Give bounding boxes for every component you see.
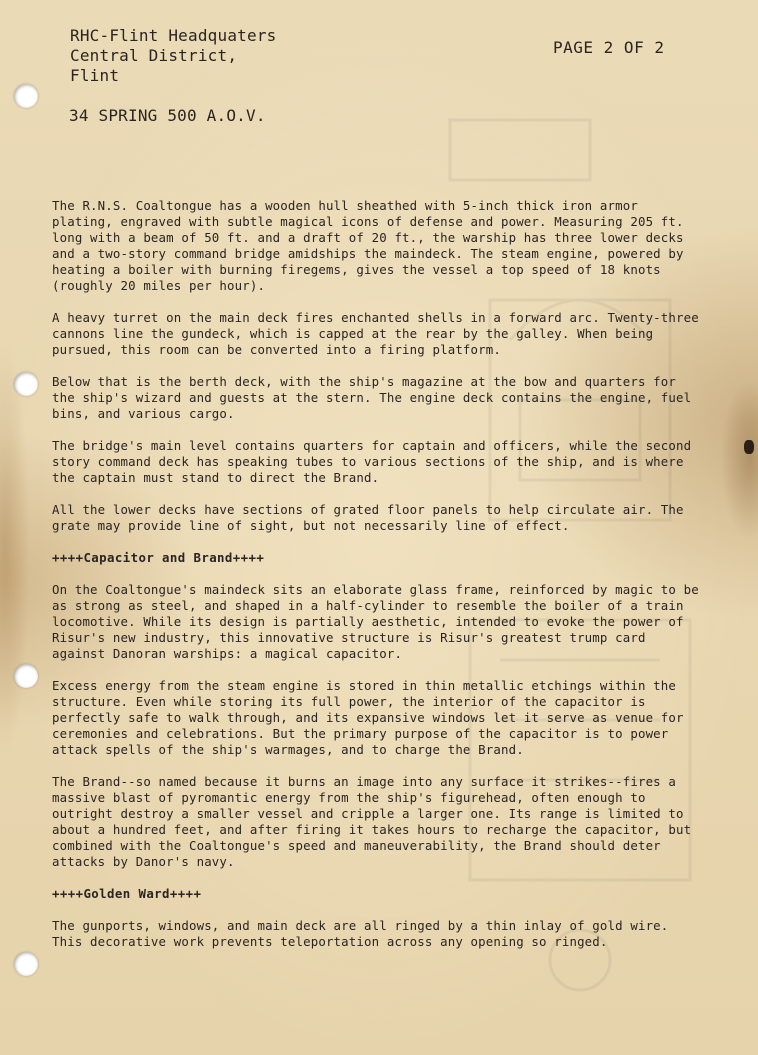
water-stain	[0, 340, 30, 760]
letterhead	[70, 26, 277, 86]
binder-hole-top	[14, 84, 38, 108]
binder-hole-lower	[14, 664, 38, 688]
page-number: PAGE 2 OF 2	[553, 38, 665, 57]
water-stain	[720, 380, 758, 540]
document-body	[52, 198, 702, 966]
paragraph-golden-ward: The gunports, windows, and main deck are all ringed by a thin inlay of gold wire. This decorative work prevents teleportation across any opening so ringed.	[52, 918, 669, 949]
paragraph-capacitor: On the Coaltongue's maindeck sits an elaborate glass frame, reinforced by magic to be as strong as steel, and shaped in a half-cylinder to resemble the boiler of a train locomotive. While its design is partially aesthetic, intended to evoke the power of Risur's new industry, this innovative structure is Risur's greatest trump card against Danoran warships: a magical capacitor.	[52, 582, 699, 661]
heading-golden-ward: ++++Golden Ward++++	[52, 886, 202, 901]
letterhead-line-3: Flint	[70, 66, 120, 85]
document-date: 34 SPRING 500 A.O.V.	[69, 106, 266, 125]
paragraph-berth-deck: Below that is the berth deck, with the ship's magazine at the bow and quarters for the ship's wizard and guests at the stern. The engine deck contains the engine, fuel bins, and various cargo.	[52, 374, 692, 421]
binder-hole-bottom	[14, 952, 38, 976]
letterhead-line-1: RHC-Flint Headquaters	[70, 26, 277, 45]
ink-spot	[744, 440, 754, 454]
heading-capacitor-brand: ++++Capacitor and Brand++++	[52, 550, 265, 565]
binder-hole-middle	[14, 372, 38, 396]
paragraph-grates: All the lower decks have sections of grated floor panels to help circulate air. The grate may provide line of sight, but not necessarily line of effect.	[52, 502, 684, 533]
letterhead-line-2: Central District,	[70, 46, 238, 65]
paragraph-bridge: The bridge's main level contains quarters for captain and officers, while the second story command deck has speaking tubes to various sections of the ship, and is where the captain must stand to direct the Brand.	[52, 438, 692, 485]
paragraph-hull: The R.N.S. Coaltongue has a wooden hull sheathed with 5-inch thick iron armor plating, engraved with subtle magical icons of defense and power. Measuring 205 ft. long with a beam of 50 ft. and a draft of 20 ft., the warship has three lower decks and a two-story command bridge amidships the maindeck. The steam engine, powered by heating a boiler with burning firegems, gives the vessel a top speed of 18 knots (roughly 20 miles per hour).	[52, 198, 684, 293]
paragraph-brand: The Brand--so named because it burns an image into any surface it strikes--fires a massive blast of pyromantic energy from the ship's figurehead, often enough to outright destroy a smaller vessel and cripple a larger one. Its range is limited to about a hundred feet, and after firing it takes hours to recharge the capacitor, but combined with the Coaltongue's speed and maneuverability, the Brand should deter attacks by Danor's navy.	[52, 774, 692, 869]
paragraph-turret: A heavy turret on the main deck fires enchanted shells in a forward arc. Twenty-three cannons line the gundeck, which is capped at the rear by the galley. When being pursued, this room can be converted into a firing platform.	[52, 310, 699, 357]
paragraph-energy: Excess energy from the steam engine is stored in thin metallic etchings within the structure. Even while storing its full power, the interior of the capacitor is perfectly safe to walk through, and its expansive windows let it serve as venue for ceremonies and celebrations. But the primary purpose of the capacitor is to power attack spells of the ship's warmages, and to charge the Brand.	[52, 678, 684, 757]
